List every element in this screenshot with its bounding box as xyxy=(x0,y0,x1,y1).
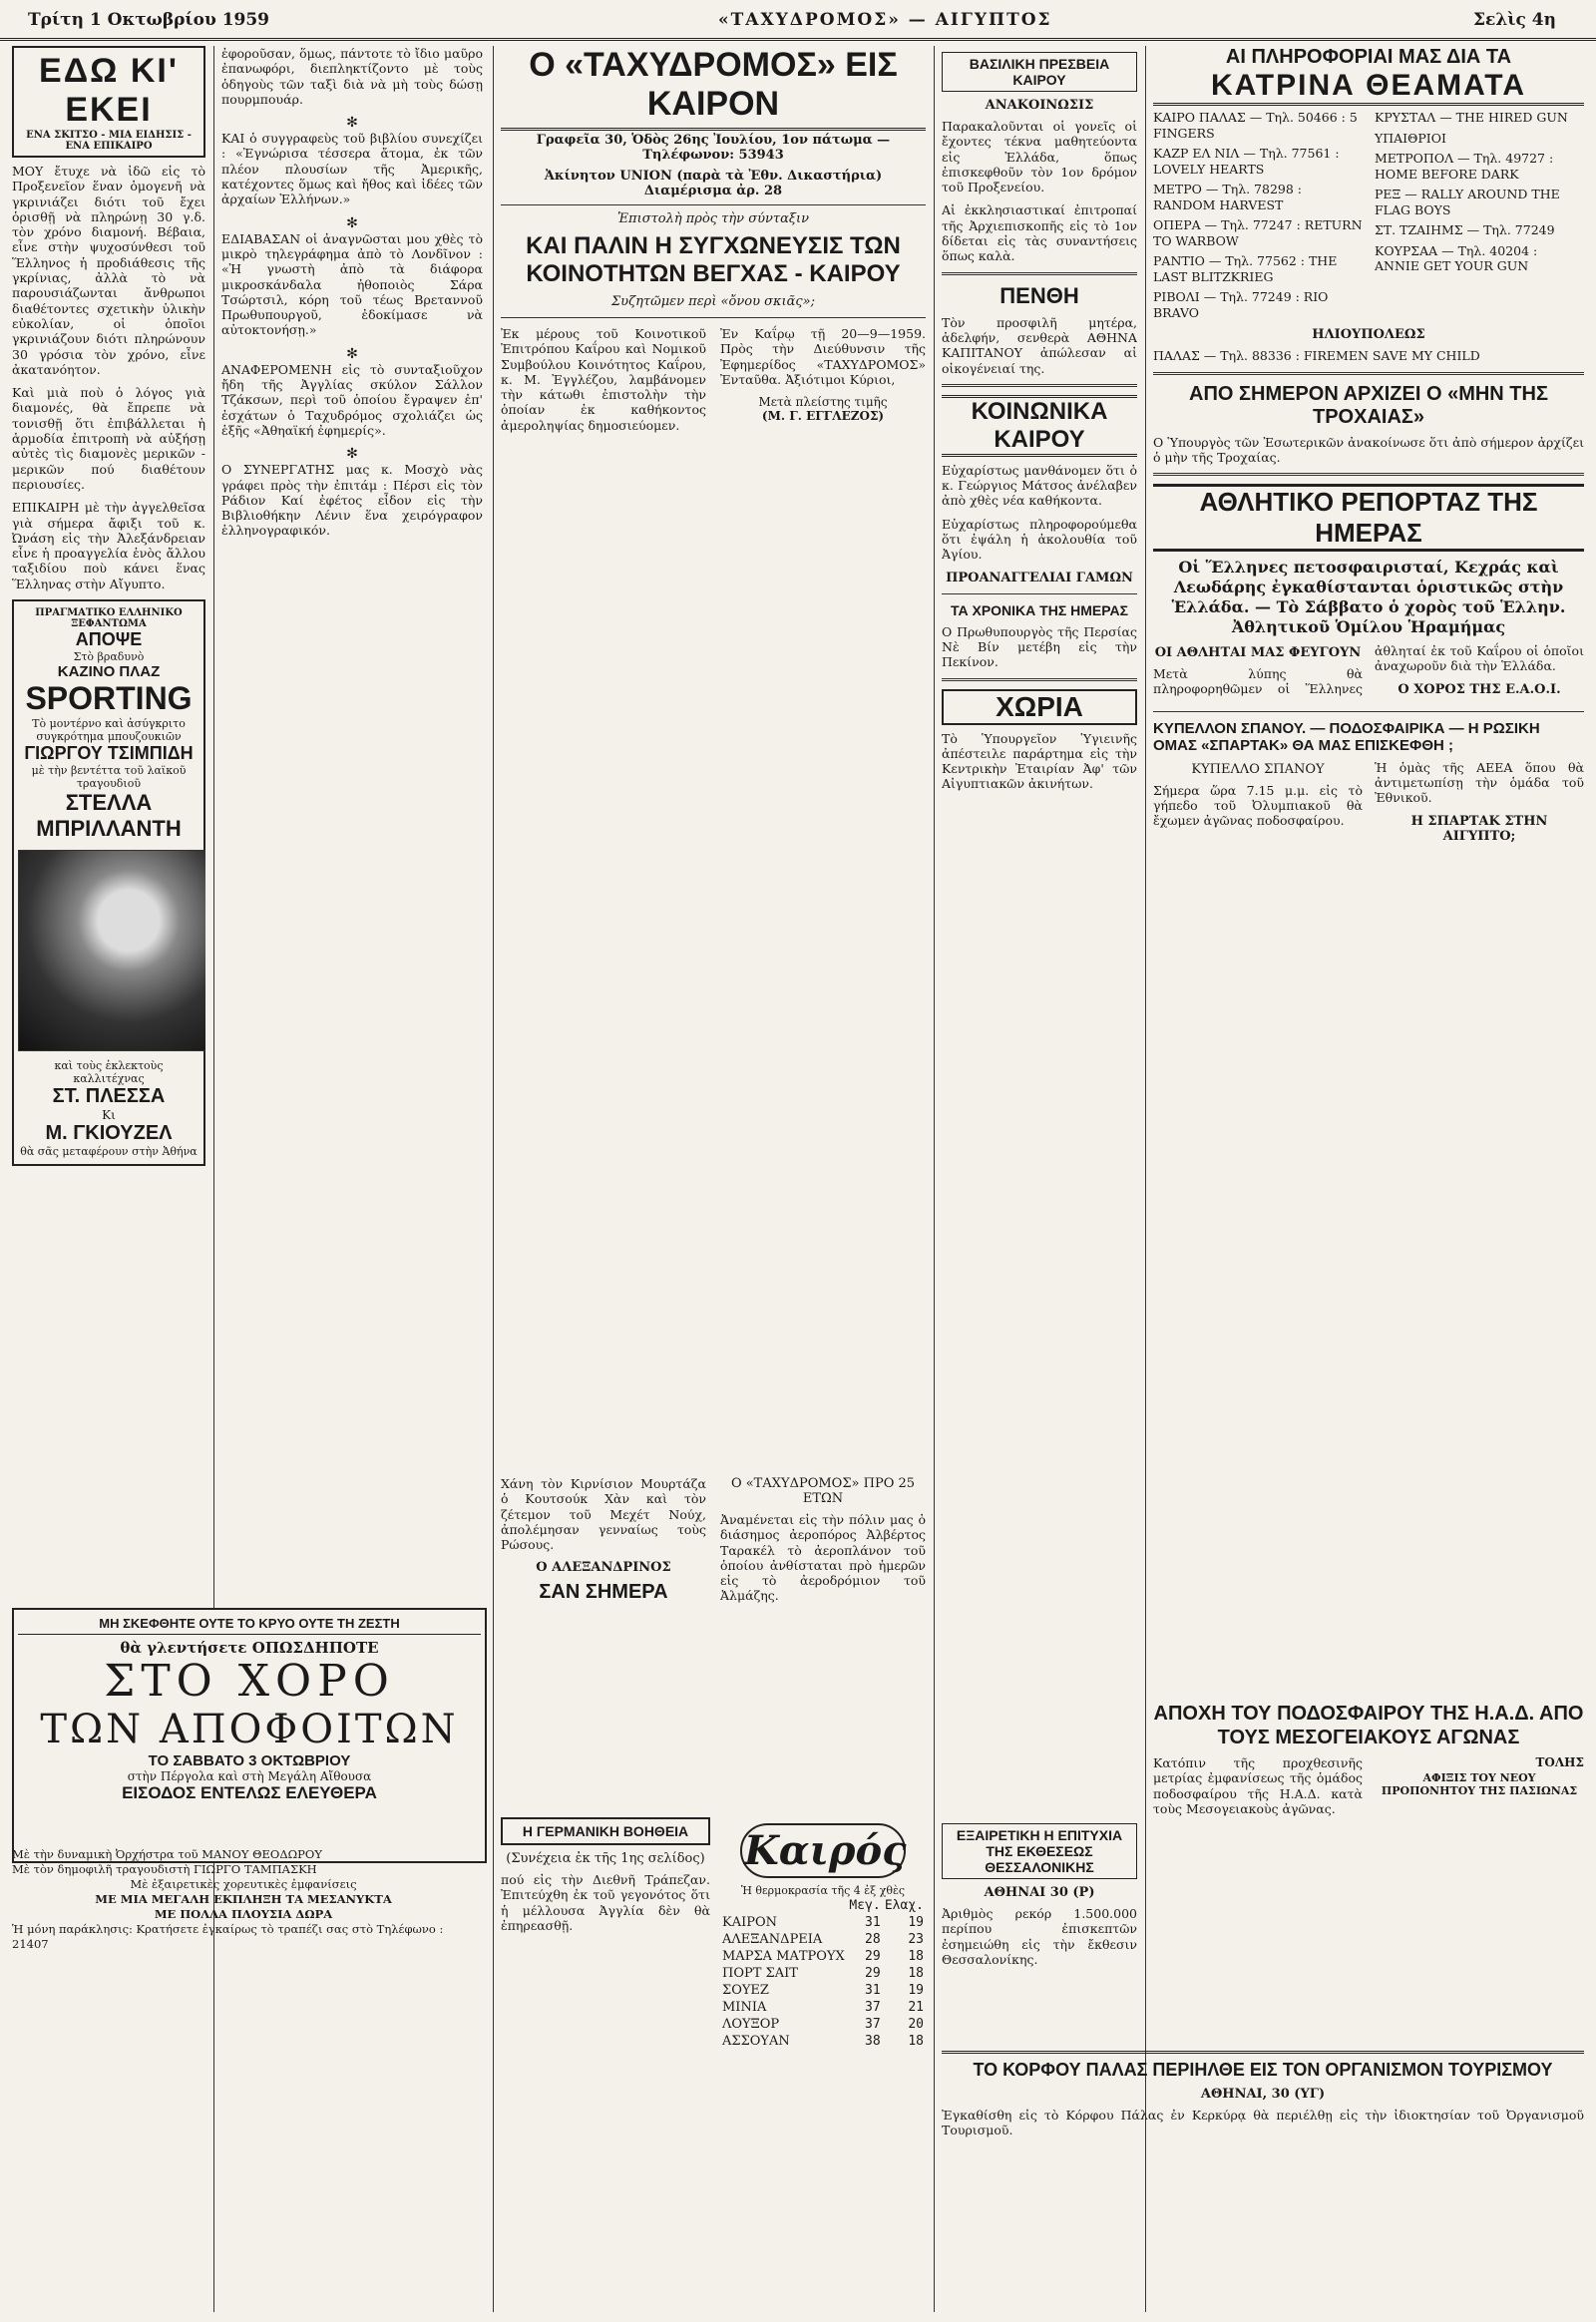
ad-line: Στὸ βραδυνὸ xyxy=(73,650,145,664)
article-paragraph: Ἡ ὁμὰς τῆς ΑΕΕΑ ὅπου θὰ ἀντιμετωπίσῃ τὴν ὁμάδα τοῦ Ἐθνικοῦ. xyxy=(1375,759,1584,806)
article-sub: (Συνέχεια ἐκ τῆς 1ης σελίδος) xyxy=(506,1851,705,1866)
cup-sub: ΚΥΠΕΛΛΟ ΣΠΑΝΟΥ xyxy=(1191,761,1325,777)
sports-deck: Οἱ Ἕλληνες πετοσφαιρισταί, Κεχράς καὶ Λεωδάρης ἐγκαθίστανται ὁριστικῶς στὴν Ἑλλάδα. — Τὸ Σάββατο ὁ χορὸς τοῦ Ἑλλην. Ἀθλητικοῦ Ὁμίλου Ἡραμήμας xyxy=(1171,558,1566,637)
temperature-cell: 18 xyxy=(908,2034,924,2049)
author-signature: Ο ΑΛΕΞΑΝΔΡΙΝΟΣ xyxy=(536,1560,671,1576)
divider xyxy=(942,593,1137,594)
advertisement-graduates-ball xyxy=(12,1608,487,1863)
withdrawal-body xyxy=(1153,1755,1584,1816)
temperature-cell: 29 xyxy=(865,1949,881,1964)
ad-line: στὴν Πέργολα καὶ στὴ Μεγάλη Αἴθουσα xyxy=(127,1769,372,1783)
cinema-title: ΚΑΤΡΙΝΑ ΘΕΑΜΑΤΑ xyxy=(1153,69,1584,106)
on-this-day-title: ΣΑΝ ΣΗΜΕΡΑ xyxy=(539,1581,668,1604)
letter-kicker: Ἐπιστολὴ πρὸς τὴν σύνταξιν xyxy=(616,211,810,226)
cinema-listing: ΚΟΥΡΣΑΑ — Τηλ. 40204 : ANNIE GET YOUR GUN xyxy=(1375,242,1538,273)
cup-body xyxy=(1153,760,1584,844)
temperature-cell: 23 xyxy=(908,1932,924,1947)
article-paragraph: ΑΝΑΦΕΡΟΜΕΝΗ εἰς τὸ συνταξιοῦχον ἤδη τῆς Ἀγγλίας σκύλον Σάλλον Τζάκσων, περὶ τοῦ ὁποίου ἔγραψεν ἐπ' ἐσχάτων ὁ Ταχυδρόμος σχολιάζει ὡς ἑξῆς «Ἀθηαϊκή ἐφημερίς». xyxy=(221,361,483,438)
cinema-listing: ΡΑΝΤΙΟ — Τηλ. 77562 : THE LAST BLITZKRIEG xyxy=(1153,253,1338,284)
cairo-section-title: Ο «ΤΑΧΥΔΡΟΜΟΣ» ΕΙΣ ΚΑΙΡΟΝ xyxy=(501,46,926,131)
column-2 xyxy=(221,46,483,1584)
cinema-listings xyxy=(1153,110,1584,325)
ad-line: Μὲ ἐξαιρετικὲς χορευτικὲς ἐμφανίσεις xyxy=(130,1877,357,1891)
article-paragraph: Μετὰ λύπης θὰ πληροφορηθῶμεν οἱ Ἕλληνες ἀθληταί ἐκ τοῦ Καΐρου οἱ ὁποῖοι ἀναχωροῦν διὰ τὴν Ἑλλάδα. xyxy=(1153,643,1584,697)
cinema-listing: ΣΤ. ΤΖΑΙΗΜΣ — Τηλ. 77249 xyxy=(1375,222,1555,237)
city-cell: ΑΣΣΟΥΑΝ xyxy=(722,2034,790,2049)
german-aid-article xyxy=(501,1817,710,1941)
temperature-cell: 20 xyxy=(908,2017,924,2032)
sports-sub: Ο ΧΟΡΟΣ ΤΗΣ Ε.Α.Ο.Ι. xyxy=(1397,681,1561,697)
cinema-title: ΑΙ ΠΛΗΡΟΦΟΡΙΑΙ ΜΑΣ ΔΙΑ ΤΑ xyxy=(1225,46,1512,68)
table-row xyxy=(720,1999,926,2016)
divider xyxy=(942,272,1137,275)
embassy-sub: ΑΝΑΚΟΙΝΩΣΙΣ xyxy=(985,98,1094,113)
paper-name: «ΤΑΧΥΔΡΟΜΟΣ» — ΑΙΓΥΠΤΟΣ xyxy=(718,10,1052,30)
separator-ornament: ✻ xyxy=(346,214,358,231)
article-paragraph: Ο ΣΥΝΕΡΓΑΤΗΣ μας κ. Μοσχὸ νὰς γράφει πρὸς τὴν ἐπιτάμ : Πέρσι εἰς τὸν Ράδιον Καί ἐφέτος εἶδον εἰς τὴν Βιβλιοθήκην Λένιν ἕνα χειρόγραφον ἑλληνογραφικόν. xyxy=(221,462,483,539)
headline-box xyxy=(501,1817,710,1845)
article-paragraph: Σήμερα ὥρα 7.15 μ.μ. εἰς τὸ γήπεδο τοῦ Ὀλυμπιακοῦ θὰ ἔχωμεν ἀγῶνας ποδοσφαίρου. xyxy=(1153,782,1363,829)
table-row xyxy=(720,1982,926,1999)
section-header-box xyxy=(12,46,205,158)
weather-caption: Ἡ θερμοκρασία τῆς 4 ἐξ χθὲς xyxy=(740,1884,906,1897)
article-paragraph: Ἀριθμὸς ρεκόρ 1.500.000 περίπου ἐπισκεπτῶν ἐσημειώθη εἰς τὴν ἔκθεσιν Θεσσαλονίκης. xyxy=(942,1906,1137,1967)
ad-line: μὲ τὴν βεντέττα τοῦ λαϊκοῦ τραγουδιοῦ xyxy=(31,764,187,791)
table-row xyxy=(720,2016,926,2033)
article-paragraph: Αἱ ἐκκλησιαστικαί ἐπιτροπαί τῆς Ἀρχιεπισκοπῆς εἰς τὸ 1ον δίδεται εἰς τὰς συναντήσεις ὅπως καλὰ. xyxy=(942,202,1137,264)
weddings-sub: ΠΡΟΑΝΑΓΓΕΛΙΑΙ ΓΑΜΩΝ xyxy=(946,570,1133,585)
temperature-cell: 18 xyxy=(908,1966,924,1981)
cairo-lower-section xyxy=(501,1476,926,1611)
city-cell: ΛΟΥΞΟΡ xyxy=(722,2017,780,2032)
cup-title: ΚΥΠΕΛΛΟΝ ΣΠΑΝΟΥ. — ΠΟΔΟΣΦΑΙΡΙΚΑ — Η ΡΩΣΙΚΗ ΟΜΑΣ «ΣΠΑΡΤΑΚ» ΘΑ ΜΑΣ ΕΠΙΣΚΕΦΘΗ ; xyxy=(1153,719,1540,754)
ad-details xyxy=(12,1847,475,1952)
advertisement-sporting xyxy=(12,599,205,1166)
column-header: Ελαχ. xyxy=(884,1898,924,1913)
office-address: Ἀκίνητον UNION (παρὰ τὰ Ἐθν. Δικαστήρια) Διαμέρισμα ἀρ. 28 xyxy=(501,169,926,205)
article-title: Η ΓΕΡΜΑΝΙΚΗ ΒΟΗΘΕΙΑ xyxy=(522,1823,689,1839)
divider xyxy=(1153,473,1584,476)
temperature-cell: 37 xyxy=(865,2017,881,2032)
ad-line: ΣΤΟ ΧΟΡΟ xyxy=(104,1656,395,1707)
temperature-cell: 38 xyxy=(865,2034,881,2049)
heliopolis-header: ΗΛΙΟΥΠΟΛΕΩΣ xyxy=(1312,327,1425,342)
expo-dateline: ΑΘΗΝΑΙ 30 (Ρ) xyxy=(984,1885,1095,1900)
expo-article xyxy=(942,1817,1137,1975)
section-subtitle: ΕΝΑ ΣΚΙΤΣΟ - ΜΙΑ ΕΙΔΗΣΙΣ - ΕΝΑ ΕΠΙΚΑΙΡΟ xyxy=(26,130,192,152)
masthead xyxy=(0,0,1596,41)
ad-line: ΚΑΖΙΝΟ ΠΛΑΖ xyxy=(57,663,161,681)
article-paragraph: Ο Ὑπουργὸς τῶν Ἐσωτερικῶν ἀνακοίνωσε ὅτι ἀπὸ σήμερον ἀρχίζει ὁ μὴν τῆς Τροχαίας. xyxy=(1153,434,1584,465)
column-header: Μεγ. xyxy=(849,1898,881,1913)
article-paragraph: Ἐκ μέρους τοῦ Κοινοτικοῦ Ἐπιτρόπου Καΐρου καὶ Νομικοῦ Συμβούλου Κοινότητος Καΐρου, κ. Μ. Ἐγγλέζου, λαμβάνομεν τὴν κάτωθι ἐπιστολὴν τὴν ὁποίαν ἐκ καθήκοντος ἀμεροληψίας δημοσιεύομεν. xyxy=(501,326,706,433)
column-rule xyxy=(934,46,935,2312)
sports-body xyxy=(1153,643,1584,703)
divider xyxy=(1153,372,1584,375)
lower-columns xyxy=(501,1476,926,1611)
article-paragraph: Χάνη τὸν Κιρνίσιον Μουρτάζα ὁ Κουτσούκ Χὰν καὶ τὸν ζέτεμον τοῦ Μεχέτ Νούχ, ἀπολέμησαν γενναίως τοὺς Ρώσους. xyxy=(501,1476,706,1553)
separator-ornament: ✻ xyxy=(346,115,358,132)
article-paragraph: Παρακαλοῦνται οἱ γονεῖς οἱ ἔχοντες τέκνα μαθητεύοντα εἰς Ἑλλάδα, ὅπως ἐπισκεφθοῦν τὸν 1ον δρόμον τοῦ Προξενείου. xyxy=(942,119,1137,195)
column-1 xyxy=(12,46,205,2312)
social-title: ΚΟΙΝΩΝΙΚΑ ΚΑΙΡΟΥ xyxy=(942,395,1137,457)
ad-line: Τὸ μοντέρνο καὶ ἀσύγκριτο συγκρότημα μπουζουκιῶν xyxy=(32,717,186,744)
article-paragraph: Ἐγκαθίσθη εἰς τὸ Κόρφου Πάλας ἐν Κερκύρᾳ θὰ περιέλθῃ εἰς τὴν ἰδιοκτησίαν τοῦ Ὀργανισμοῦ Τουρισμοῦ. xyxy=(942,2108,1584,2138)
traffic-title: ΑΠΟ ΣΗΜΕΡΟΝ ΑΡΧΙΖΕΙ Ο «ΜΗΝ ΤΗΣ ΤΡΟΧΑΙΑΣ» xyxy=(1189,382,1548,428)
letter-body xyxy=(501,326,926,433)
cinema-listing: ΥΠΑΙΘΡΙΟΙ xyxy=(1375,130,1446,146)
article-paragraph: πού εἰς τὴν Διεθνῆ Τράπεζαν. Ἐπιτεύχθη ἐκ τοῦ γεγονότος ὅτι ἡ μέλλουσα Ἀγγλία δὲν θὰ ἐπηρεασθῇ. xyxy=(501,1872,710,1933)
article-paragraph: ΜΟΥ ἔτυχε νὰ ἰδῶ εἰς τὸ Προξενεῖον ἕναν ὁμογενῆ νὰ γκρινιάζει διότι τοῦ ἔχει ὁρισθῇ νὰ πληρώνῃ 30 γ.δ. τὸν χρόνο διαμονή. Βέβαια, εἶνε στὴν ψυχοσύνθεσι τοῦ Ἕλληνος ἡ προδιάθεσις τῆς γκρίνιας, ἀλλὰ τὸ νὰ παρουσιάζωνται ἄνθρωποι διαθέτοντες σχετικὴν ὑλικὴν εὐκολίαν, οἱ ὁποῖοι γκρινιάζουν διότι πληρώνουν 30 γρόσια τὸν χρόνο, εἶνε ἀκατανόητον. xyxy=(12,164,205,377)
temperature-cell: 31 xyxy=(865,1983,881,1998)
article-paragraph: Ἐν Καΐρῳ τῇ 20—9—1959. Πρὸς τὴν Διεύθυνσιν τῆς Ἐφημερίδος «ΤΑΧΥΔΡΟΜΟΣ» Ἐνταῦθα. Ἀξιότιμοι Κύριοι, xyxy=(720,326,926,387)
temperature-cell: 29 xyxy=(865,1966,881,1981)
table-row xyxy=(720,1948,926,1965)
divider xyxy=(501,317,926,318)
sparta-sub: Η ΣΠΑΡΤΑΚ ΣΤΗΝ ΑΙΓΥΠΤΟ; xyxy=(1410,813,1548,844)
table-row xyxy=(720,2033,926,2050)
ad-line: ΣΤΕΛΛΑ ΜΠΡΙΛΛΑΝΤΗ xyxy=(36,790,182,842)
ad-line: Μὲ τὸν δημοφιλῆ τραγουδιστὴ ΓΙΩΡΓΟ ΤΑΜΠΑΣΚΗ xyxy=(12,1862,317,1876)
ad-line: Κι xyxy=(102,1108,116,1123)
article-paragraph: Ἀναμένεται εἰς τὴν πόλιν μας ὁ διάσημος ἀεροπόρος Ἀλβέρτος Ταρακέλ τὸ ἀεροπλάνον τοῦ ὁποίου ἀνθίσταται πρὸ ἡμερῶν εἰς τὸ ἀεροδρόμιον τοῦ Ἀλμάζης. xyxy=(720,1512,926,1604)
deaths-title: ΠΕΝΘΗ xyxy=(999,282,1079,308)
article-paragraph: ΚΑΙ ὁ συγγραφεὺς τοῦ βιβλίου συνεχίζει : «Ἐγνώρισα τέσσερα ἄτομα, ἐκ τῶν πλέον πλουσίων τῆς Ἀμερικῆς, κατέχοντες ὅμως καὶ ἤθος καὶ ἰδέες τῶν ἀρχαίων Ἑλλήνων.» xyxy=(221,131,483,207)
author-signature: ΤΟΛΗΣ xyxy=(1535,1755,1584,1769)
column-5 xyxy=(1153,46,1584,2312)
heliopolis-listing: ΠΑΛΑΣ — Τηλ. 88336 : FIREMEN SAVE MY CHILD xyxy=(1153,348,1480,363)
table-row xyxy=(720,1914,926,1931)
ad-line: καὶ τοὺς ἐκλεκτοὺς καλλιτέχνας xyxy=(54,1059,164,1086)
cinema-listing: ΚΑΙΡΟ ΠΑΛΑΣ — Τηλ. 50466 : 5 FINGERS xyxy=(1153,110,1358,141)
weather-logo: Καιρός xyxy=(740,1823,906,1878)
ad-line: ΜΕ ΠΟΛΛΑ ΠΛΟΥΣΙΑ ΔΩΡΑ xyxy=(154,1907,333,1921)
sports-title: ΑΘΛΗΤΙΚΟ ΡΕΠΟΡΤΑΖ ΤΗΣ ΗΜΕΡΑΣ xyxy=(1153,484,1584,552)
separator-ornament: ✻ xyxy=(346,446,358,463)
separator-ornament: ✻ xyxy=(346,345,358,362)
chronicle-title: ΤΑ ΧΡΟΝΙΚΑ ΤΗΣ ΗΜΕΡΑΣ xyxy=(950,601,1129,618)
temperature-cell: 31 xyxy=(865,1915,881,1930)
table-row xyxy=(720,1965,926,1982)
city-cell: ΜΑΡΣΑ ΜΑΤΡΟΥΧ xyxy=(722,1949,845,1964)
ad-line: ΠΡΑΓΜΑΤΙΚΟ ΕΛΛΗΝΙΚΟ ΞΕΦΑΝΤΩΜΑ xyxy=(35,607,183,630)
city-cell: ΣΟΥΕΖ xyxy=(722,1983,769,1998)
coach-sub: ΑΦΙΞΙΣ ΤΟΥ ΝΕΟΥ ΠΡΟΠΟΝΗΤΟΥ ΤΗΣ ΠΑΣΙΩΝΑΣ xyxy=(1381,1771,1578,1797)
article-paragraph: Εὐχαρίστως πληροφορούμεθα ὅτι ἐψάλη ἡ ἀκολουθία τοῦ Ἀγίου. xyxy=(942,516,1137,563)
withdrawal-title: ΑΠΟΧΗ ΤΟΥ ΠΟΔΟΣΦΑΙΡΟΥ ΤΗΣ Η.Α.Δ. ΑΠΟ ΤΟΥΣ ΜΕΣΟΓΕΙΑΚΟΥΣ ΑΓΩΝΑΣ xyxy=(1153,1703,1584,1748)
cinema-listing: ΜΕΤΡΟ — Τηλ. 78298 : RANDOM HARVEST xyxy=(1153,182,1303,212)
temperature-cell: 19 xyxy=(908,1983,924,1998)
article-paragraph: Τὸ Ὑπουργεῖον Ὑγιεινῆς ἀπέστειλε παράρτημα εἰς τὴν Κεντρικὴν Ἐταιρίαν Ἀφ' τῶν Αἰγυπτιακῶν ἀκινήτων. xyxy=(942,730,1137,792)
ad-line: ΓΙΩΡΓΟΥ ΤΣΙΜΠΙΔΗ xyxy=(24,743,194,764)
issue-date: Τρίτη 1 Οκτωβρίου 1959 xyxy=(28,10,270,30)
temperature-cell: 19 xyxy=(908,1915,924,1930)
weather-table xyxy=(720,1897,926,2050)
cinema-listing: ΟΠΕΡΑ — Τηλ. 77247 : RETURN TO WARBOW xyxy=(1153,217,1363,248)
city-cell: ΑΛΕΞΑΝΔΡΕΙΑ xyxy=(722,1932,823,1947)
divider xyxy=(1153,711,1584,712)
expo-title: ΕΞΑΙΡΕΤΙΚΗ Η ΕΠΙΤΥΧΙΑ ΤΗΣ ΕΚΘΕΣΕΩΣ ΘΕΣΣΑΛΟΝΙΚΗΣ xyxy=(942,1823,1137,1879)
ad-line: ΜΕ ΜΙΑ ΜΕΓΑΛΗ ΕΚΠΛΗΞΗ ΤΑ ΜΕΣΑΝΥΚΤΑ xyxy=(95,1892,392,1906)
column-rule xyxy=(493,46,494,2312)
article-paragraph: Κατόπιν τῆς προχθεσινῆς μετρίας ἐμφανίσεως τῆς ὁμάδος ποδοσφαίρου τῆς Η.Α.Δ. κατὰ τοὺς Μεσογειακοὺς ἀγῶνας. xyxy=(1153,1755,1363,1816)
table-row xyxy=(720,1931,926,1948)
countries-title: ΧΩΡΙΑ xyxy=(942,689,1137,725)
article-paragraph: ΕΠΙΚΑΙΡΗ μὲ τὴν ἀγγελθεῖσα γιὰ σήμερα ἄφιξι τοῦ κ. Ὠνάση εἰς τὴν Ἀλεξάνδρειαν εἶνε ἡ προαγγελία ἑνὸς ἄλλου ταξιδίου ποὺ κάνει ἕνας Ἕλληνας στὴν Αἴγυπτο. xyxy=(12,500,205,591)
cinema-listing: ΚΡΥΣΤΑΛ — THE HIRED GUN xyxy=(1375,110,1568,125)
ad-line: θὰ σᾶς μεταφέρουν στὴν Ἀθήνα xyxy=(20,1145,198,1159)
letter-deck: Συζητῶμεν περὶ «ὄνου σκιᾶς»; xyxy=(610,294,815,309)
ad-line: ΤΟ ΣΑΒΒΑΤΟ 3 ΟΚΤΩΒΡΙΟΥ xyxy=(148,1752,351,1769)
article-paragraph: Ο Πρωθυπουργὸς τῆς Περσίας Νὲ Βίν μετέβη εἰς τὴν Πεκίνον. xyxy=(942,623,1137,670)
article-paragraph: ΕΔΙΑΒΑΣΑΝ οἱ ἀναγνῶσται μου χθὲς τὸ μικρὸ τηλεγράφημα ἀπὸ τὸ Λονδῖνον : «Ἡ γνωστὴ ἀπὸ τὰ διάφορα μικροσκάνδαλα ἠθοποιὸς Σάρα Τσώρτσιλ, κόρη τοῦ τέως Βρεταννοῦ Πρωθυπουργοῦ, ἐδοκίμασε νὰ αὐτοκτονήσῃ.» xyxy=(221,230,483,338)
cinema-listing: ΜΕΤΡΟΠΟΛ — Τηλ. 49727 : HOME BEFORE DARK xyxy=(1375,151,1554,182)
ad-line: ΕΙΣΟΔΟΣ ΕΝΤΕΛΩΣ ΕΛΕΥΘΕΡΑ xyxy=(122,1783,377,1802)
ad-line: Μ. ΓΚΙΟΥΖΕΛ xyxy=(45,1122,173,1145)
page-number: Σελὶς 4η xyxy=(1473,10,1556,30)
cinema-listing: ΡΙΒΟΛΙ — Τηλ. 77249 : RIO BRAVO xyxy=(1153,289,1329,320)
temperature-cell: 18 xyxy=(908,1949,924,1964)
temperature-cell: 28 xyxy=(865,1932,881,1947)
ad-line: θὰ γλεντήσετε ΟΠΩΣΔΗΠΟΤΕ xyxy=(120,1639,379,1657)
divider xyxy=(942,678,1137,681)
ad-line: ΜΗ ΣΚΕΦΘΗΤΕ ΟΥΤΕ ΤΟ ΚΡΥΟ ΟΥΤΕ ΤΗ ΖΕΣΤΗ xyxy=(18,1616,481,1635)
article-paragraph: ἐφοροῦσαν, ὅμως, πάντοτε τὸ ἴδιο μαῦρο ἐπανωφόρι, διεπληκτίζοντο μὲ τοὺς ὁδηγοὺς τῶν ταξὶ διὰ νὰ μὴ τοὺς δώσῃ πουρμπουάρ. xyxy=(221,46,483,107)
ad-line: ΤΩΝ ΑΠΟΦΟΙΤΩΝ xyxy=(40,1707,459,1752)
signature-line: Μετὰ πλείστης τιμῆς xyxy=(758,395,888,410)
corfu-article xyxy=(942,2051,1584,2146)
office-address: Γραφεῖα 30, Ὁδὸς 26ης Ἰουλίου, 1ον πάτωμα — Τηλέφωνον: 53943 xyxy=(536,133,891,163)
withdrawal-article xyxy=(1153,1696,1584,1816)
article-paragraph: Εὐχαρίστως μανθάνομεν ὅτι ὁ κ. Γεώργιος Μάτσος ἀνέλαβεν ἀπὸ χθὲς νέα καθήκοντα. xyxy=(942,462,1137,509)
city-cell: ΠΟΡΤ ΣΑΙΤ xyxy=(722,1966,798,1981)
ad-line: Ἡ μόνη παράκλησις: Κρατήσετε ἐγκαίρως τὸ τραπέζι σας στὸ Τηλέφωνο : 21407 xyxy=(12,1922,444,1951)
ad-line: ΣΤ. ΠΛΕΣΣΑ xyxy=(52,1085,166,1108)
on-this-day-sub: Ο «ΤΑΧΥΔΡΟΜΟΣ» ΠΡΟ 25 ΕΤΩΝ xyxy=(730,1476,916,1506)
cinema-list-right xyxy=(1375,110,1584,325)
singer-photo xyxy=(18,850,205,1051)
column-rule xyxy=(1145,46,1146,2312)
letter-headline: ΚΑΙ ΠΑΛΙΝ Η ΣΥΓΧΩΝΕΥΣΙΣ ΤΩΝ ΚΟΙΝΟΤΗΤΩΝ ΒΕΓΧΑΣ - ΚΑΙΡΟΥ xyxy=(526,232,901,287)
table-header xyxy=(720,1897,926,1914)
ad-line: SPORTING xyxy=(25,680,193,717)
cinema-list-left xyxy=(1153,110,1363,325)
column-rule xyxy=(213,46,214,2312)
corfu-dateline: ΑΘΗΝΑΙ, 30 (ΥΓ) xyxy=(1200,2087,1326,2102)
corfu-title: ΤΟ ΚΟΡΦΟΥ ΠΑΛΑΣ ΠΕΡΙΗΛΘΕ ΕΙΣ ΤΟΝ ΟΡΓΑΝΙΣΜΟΝ ΤΟΥΡΙΣΜΟΥ xyxy=(973,2060,1553,2080)
signature-name: (Μ. Γ. ΕΓΓΛΕΖΟΣ) xyxy=(761,409,885,424)
cinema-listing: ΚΑΖΡ ΕΛ ΝΙΛ — Τηλ. 77561 : LOVELY HEARTS xyxy=(1153,146,1340,177)
weather-box xyxy=(720,1817,926,2050)
cinema-listing: ΡΕΞ — RALLY AROUND THE FLAG BOYS xyxy=(1375,187,1560,217)
ad-line: ΑΠΟΨΕ xyxy=(75,629,143,650)
embassy-title: ΒΑΣΙΛΙΚΗ ΠΡΕΣΒΕΙΑ ΚΑΙΡΟΥ xyxy=(942,52,1137,92)
section-title: ΕΔΩ ΚΙ' ΕΚΕΙ xyxy=(39,52,179,129)
article-paragraph: Καὶ μιὰ ποὺ ὁ λόγος γιὰ διαμονές, θὰ ἔπρεπε νὰ τονισθῇ ὅτι ἐπιβάλλεται ἡ ἁρμοδία ἐπιτροπὴ νὰ αὐξήσῃ αὐτὲς τὶς διαμονὲς μερικῶν - μερικῶν πού διαθέτουν περιουσίες. xyxy=(12,385,205,492)
city-cell: ΜΙΝΙΑ xyxy=(722,2000,767,2015)
temperature-cell: 37 xyxy=(865,2000,881,2015)
city-cell: ΚΑΙΡΟΝ xyxy=(722,1915,778,1930)
divider xyxy=(942,384,1137,387)
temperature-cell: 21 xyxy=(908,2000,924,2015)
weather-rows xyxy=(720,1914,926,2050)
article-paragraph: Τὸν προσφιλῆ μητέρα, ἀδελφήν, σενθερὰ ΑΘΗΝΑ ΚΑΠΙΤΑΝΟΥ ἀπώλεσαν αἱ οἰκογένειαί της. xyxy=(942,314,1137,376)
ad-line: Μὲ τὴν δυναμικὴ Ὀρχήστρα τοῦ ΜΑΝΟΥ ΘΕΟΔΩΡΟΥ xyxy=(12,1847,322,1861)
sports-sub: ΟΙ ΑΘΛΗΤΑΙ ΜΑΣ ΦΕΥΓΟΥΝ xyxy=(1154,645,1362,661)
